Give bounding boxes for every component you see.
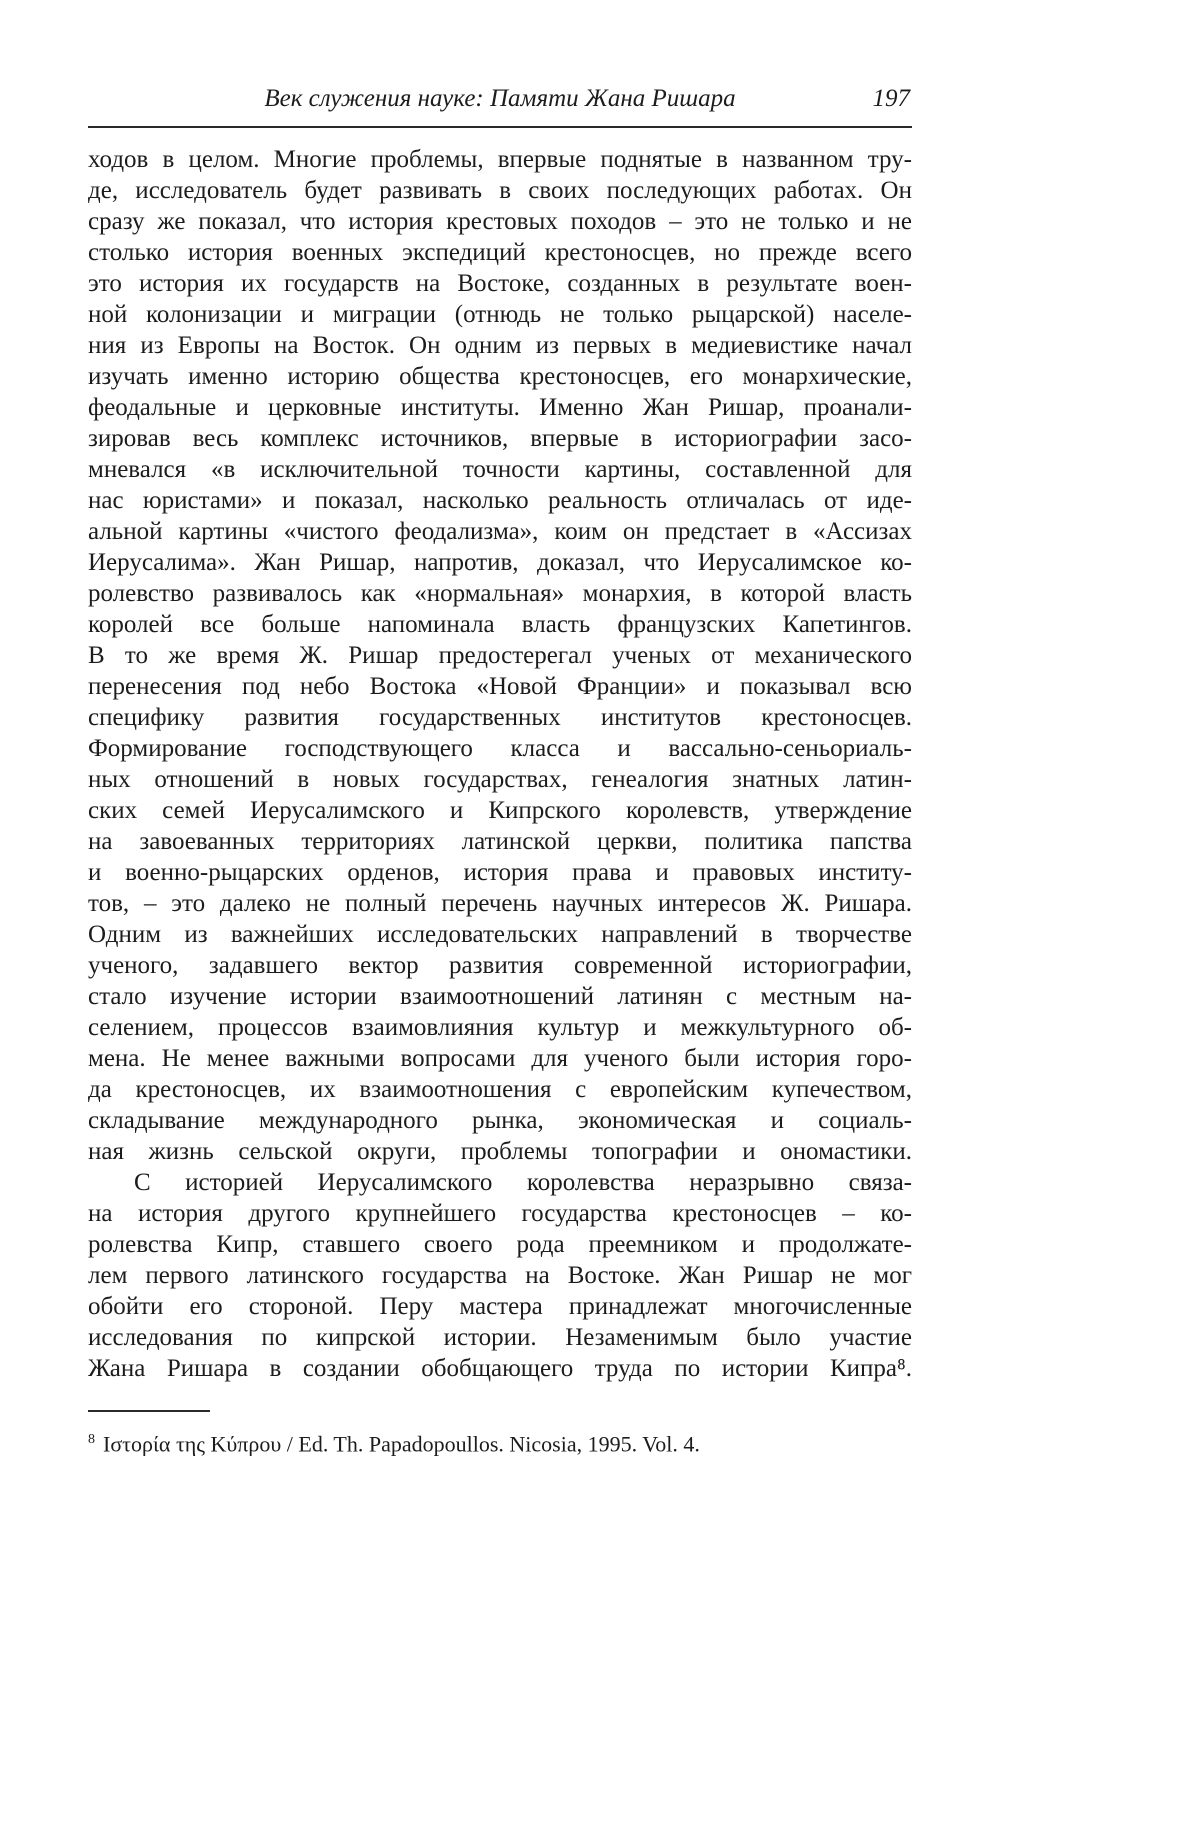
text-line: мневался «в исключительной точности картины, составленной для xyxy=(88,456,912,483)
text-line: нас юристами» и показал, насколько реальность отличалась от иде- xyxy=(88,487,912,514)
text-line: на история другого крупнейшего государства крестоносцев – ко- xyxy=(88,1200,912,1227)
text-line: альной картины «чистого феодализма», коим он предстает в «Ассизах xyxy=(88,518,912,545)
text-line: ная жизнь сельской округи, проблемы топографии и ономастики. xyxy=(88,1138,912,1165)
footnote-marker: 8 xyxy=(88,1432,95,1447)
text-line: ния из Европы на Восток. Он одним из первых в медиевистике начал xyxy=(88,332,912,359)
text-line: изучать именно историю общества крестоносцев, его монархические, xyxy=(88,363,912,390)
text-line: это история их государств на Востоке, созданных в результате воен- xyxy=(88,270,912,297)
text-line: селением, процессов взаимовлияния культур и межкультурного об- xyxy=(88,1014,912,1041)
page-number: 197 xyxy=(872,85,910,112)
text-line: на завоеванных территориях латинской церкви, политика папства xyxy=(88,828,912,855)
text-line: тов, – это далеко не полный перечень научных интересов Ж. Ришара. xyxy=(88,890,912,917)
text-line: королей все больше напоминала власть французских Капетингов. xyxy=(88,611,912,638)
text-line: мена. Не менее важными вопросами для ученого были история горо- xyxy=(88,1045,912,1072)
text-line: специфику развития государственных институтов крестоносцев. xyxy=(88,704,912,731)
text-line: лем первого латинского государства на Востоке. Жан Ришар не мог xyxy=(88,1262,912,1289)
text-line: и военно-рыцарских орденов, история права и правовых институ- xyxy=(88,859,912,886)
footnote-divider xyxy=(88,1410,210,1412)
page-header xyxy=(88,84,912,128)
text-line: ских семей Иерусалимского и Кипрского королевств, утверждение xyxy=(88,797,912,824)
text-line: столько история военных экспедиций крестоносцев, но прежде всего xyxy=(88,239,912,266)
text-line: стало изучение истории взаимоотношений латинян с местным на- xyxy=(88,983,912,1010)
text-line: зировав весь комплекс источников, впервые в историографии засо- xyxy=(88,425,912,452)
text-line: обойти его стороной. Перу мастера принадлежат многочисленные xyxy=(88,1293,912,1320)
page-content xyxy=(88,84,912,1458)
text-line: ной колонизации и миграции (отнюдь не только рыцарской) населе- xyxy=(88,301,912,328)
text-line: ролевство развивалось как «нормальная» монархия, в которой власть xyxy=(88,580,912,607)
text-line: де, исследователь будет развивать в своих последующих работах. Он xyxy=(88,177,912,204)
text-line: ученого, задавшего вектор развития современной историографии, xyxy=(88,952,912,979)
text-line: ходов в целом. Многие проблемы, впервые поднятые в названном тру- xyxy=(88,146,912,173)
text-line: ных отношений в новых государствах, генеалогия знатных латин- xyxy=(88,766,912,793)
text-line: Одним из важнейших исследовательских направлений в творчестве xyxy=(88,921,912,948)
text-line: складывание международного рынка, экономическая и социаль- xyxy=(88,1107,912,1134)
text-line: феодальные и церковные институты. Именно Жан Ришар, проанали- xyxy=(88,394,912,421)
text-line: ролевства Кипр, ставшего своего рода преемником и продолжате- xyxy=(88,1231,912,1258)
text-line: В то же время Ж. Ришар предостерегал ученых от механического xyxy=(88,642,912,669)
text-line: сразу же показал, что история крестовых походов – это не только и не xyxy=(88,208,912,235)
running-title: Век служения науке: Памяти Жана Ришара xyxy=(264,85,736,112)
text-line: исследования по кипрской истории. Незаменимым было участие xyxy=(88,1324,912,1351)
body-text xyxy=(88,144,912,1384)
text-line: Иерусалима». Жан Ришар, напротив, доказал, что Иерусалимское ко- xyxy=(88,549,912,576)
text-line: Формирование господствующего класса и вассально-сеньориаль- xyxy=(88,735,912,762)
footnote-text: Ιστορία της Κύπρου / Ed. Th. Papadopoullos. Nicosia, 1995. Vol. 4. xyxy=(103,1431,700,1457)
text-line: да крестоносцев, их взаимоотношения с европейским купечеством, xyxy=(88,1076,912,1103)
text-line: Жана Ришара в создании обобщающего труда по истории Кипра⁸. xyxy=(88,1355,912,1382)
text-line: перенесения под небо Востока «Новой Франции» и показывал всю xyxy=(88,673,912,700)
footnote xyxy=(88,1426,912,1458)
text-line: С историей Иерусалимского королевства неразрывно связа- xyxy=(134,1169,912,1196)
